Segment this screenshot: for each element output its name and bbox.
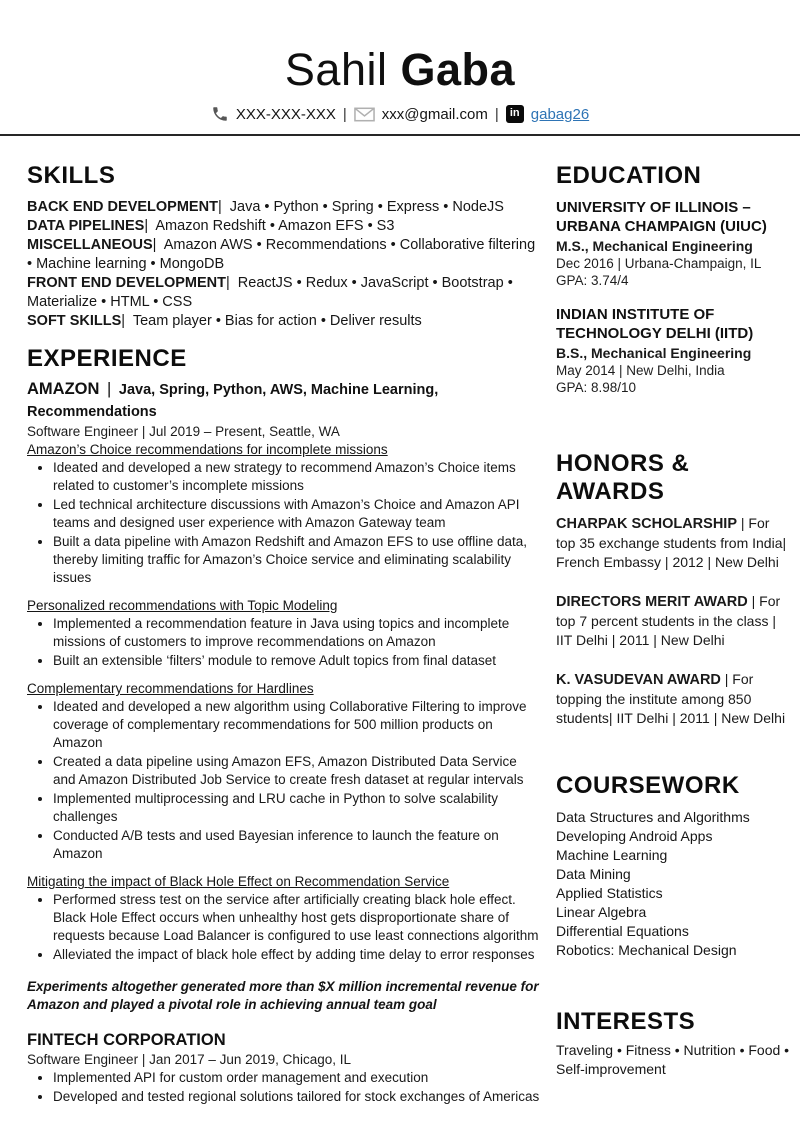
skill-values: Amazon AWS • Recommendations • Collaborative filtering • Machine learning • MongoDB [27,237,536,273]
bullet-item: • Built an extensible ‘filters’ module to remove Adult topics from final dataset [53,652,542,670]
bullet-item: • Ideated and developed a new strategy to recommend Amazon’s Choice items related to customer’s incomplete missions [53,459,542,495]
bullet-item: • Ideated and developed a new algorithm using Collaborative Filtering to improve coverage of complementary recommendations for 500 million products on Amazon [53,698,542,752]
bullet-item: • Created a data pipeline using Amazon EFS, Amazon Distributed Data Service and Amazon Distributed Job Service to create fresh dataset at regular intervals [53,753,542,789]
section-title-experience: EXPERIENCE [27,345,187,373]
section-title-skills: SKILLS [27,162,116,190]
gpa: GPA: 3.74/4 [556,273,629,289]
pipe-separator: | [121,313,126,330]
company-header-amazon [27,379,542,423]
left-column [27,162,542,1107]
email-icon [354,107,375,122]
project-heading: Complementary recommendations for Hardlines [27,681,314,697]
skill-category: BACK END DEVELOPMENT [27,199,218,216]
bullet-item: • Built a data pipeline with Amazon Redshift and Amazon EFS to use offline data, thereby limiting traffic for Amazon’s Choice service and eliminating scalability issues [53,533,542,587]
course-item: Data Mining [556,866,631,883]
bullet-item: • Performed stress test on the service after artificially creating black hole effect. Black Hole Effect occurs when unhealthy host gets disproportionate share of requests because Load Balancer is configured to use least connections algorithm [53,891,542,945]
section-title-honors: HONORS & AWARDS [556,450,690,506]
skill-line [27,198,542,217]
skill-values: Amazon Redshift • Amazon EFS • S3 [155,218,395,235]
section-title-interests: INTERESTS [556,1008,696,1036]
school-name: INDIAN INSTITUTE OF TECHNOLOGY DELHI (IITD) [556,306,754,343]
education-entry [556,198,792,289]
skill-category: MISCELLANEOUS [27,237,153,254]
degree: B.S., Mechanical Engineering [556,345,752,362]
section-title-coursework: COURSEWORK [556,772,740,800]
skill-line [27,217,542,236]
pipe-separator: | [152,237,157,254]
course-item: Applied Statistics [556,885,663,902]
linkedin-icon: in [506,105,524,123]
bullet-item: • Developed and tested regional solutions tailored for stock exchanges of Americas [53,1088,542,1106]
course-item: Machine Learning [556,847,668,864]
project-heading: Mitigating the impact of Black Hole Effect on Recommendation Service [27,874,450,890]
degree: M.S., Mechanical Engineering [556,238,753,255]
education-date-location: May 2014 | New Delhi, India [556,363,725,379]
phone-number: XXX-XXX-XXX [235,105,336,123]
award-entry [556,514,792,572]
award-details: | For top 35 exchange students from India| French Embassy | 2012 | New Delhi [556,515,787,571]
company-tech-list: Java, Spring, Python, AWS, Machine Learning, Recommendations [27,382,439,421]
school-name: UNIVERSITY OF ILLINOIS – URBANA CHAMPAIGN (UIUC) [556,199,767,236]
bullet-list [27,1069,542,1106]
skill-category: DATA PIPELINES [27,218,145,235]
bullet-item: • Alleviated the impact of black hole effect by adding time delay to error responses [53,946,542,964]
linkedin-link[interactable]: gabag26 [530,105,590,123]
skill-values: Java • Python • Spring • Express • NodeJS [229,199,504,216]
course-item: Data Structures and Algorithms [556,809,750,826]
award-name: DIRECTORS MERIT AWARD [556,594,748,611]
interests-list: Traveling • Fitness • Nutrition • Food • Self-improvement [556,1042,790,1078]
company-name: AMAZON [27,380,100,399]
bullet-list [27,891,542,964]
bullet-item: • Conducted A/B tests and used Bayesian inference to launch the feature on Amazon [53,827,542,863]
course-item: Developing Android Apps [556,828,713,845]
skill-line [27,312,542,331]
course-item: Linear Algebra [556,904,647,921]
award-details: | For topping the institute among 850 students| IIT Delhi | 2011 | New Delhi [556,671,786,727]
project-heading: Amazon’s Choice recommendations for incomplete missions [27,442,388,458]
bullet-item: • Led technical architecture discussions with Amazon’s Choice and Amazon API teams and designed user experience with Amazon Gateway team [53,496,542,532]
page-title [0,46,800,93]
bullet-item: • Implemented a recommendation feature in Java using topics and incomplete missions of customers to improve recommendations on Amazon [53,615,542,651]
name-first: Sahil [284,44,388,95]
name-last: Gaba [400,44,516,95]
award-entry [556,670,792,728]
bullet-list [27,698,542,863]
pipe-separator: | [144,218,149,235]
bullet-item: • Implemented multiprocessing and LRU cache in Python to solve scalability challenges [53,790,542,826]
contact-row [0,105,800,123]
skill-values: ReactJS • Redux • JavaScript • Bootstrap • Materialize • HTML • CSS [27,275,513,311]
header [0,0,800,123]
bullet-item: • Implemented API for custom order management and execution [53,1069,542,1087]
skill-category: FRONT END DEVELOPMENT [27,275,226,292]
pipe-separator: | [107,380,112,399]
pipe-separator: | [494,105,499,123]
pipe-separator: | [217,199,222,216]
award-entry [556,592,792,650]
content-columns [0,136,800,1107]
section-title-education: EDUCATION [556,162,702,190]
job-meta: Software Engineer | Jan 2017 – Jun 2019, Chicago, IL [27,1052,351,1068]
impact-summary: Experiments altogether generated more than $X million incremental revenue for Amazon and played a pivotal role in achieving annual team goal [27,979,539,1013]
bullet-list [27,615,542,670]
education-entry [556,305,792,396]
skill-line [27,274,542,312]
right-column [556,162,792,1107]
course-item: Robotics: Mechanical Design [556,942,737,959]
project-heading: Personalized recommendations with Topic Modeling [27,598,338,614]
course-item: Differential Equations [556,923,689,940]
phone-icon [211,105,229,123]
pipe-separator: | [342,105,347,123]
email-address: xxx@gmail.com [381,105,488,123]
award-name: CHARPAK SCHOLARSHIP [556,516,737,533]
pipe-separator: | [225,275,230,292]
job-meta: Software Engineer | Jul 2019 – Present, Seattle, WA [27,424,340,440]
award-details: | For top 7 percent students in the class | IIT Delhi | 2011 | New Delhi [556,593,781,649]
skill-line [27,236,542,274]
company-header-fintech [27,1030,542,1106]
skill-values: Team player • Bias for action • Deliver results [132,313,422,330]
education-date-location: Dec 2016 | Urbana-Champaign, IL [556,256,762,272]
company-name: FINTECH CORPORATION [27,1031,226,1050]
skill-category: SOFT SKILLS [27,313,122,330]
award-name: K. VASUDEVAN AWARD [556,672,721,689]
bullet-list [27,459,542,587]
gpa: GPA: 8.98/10 [556,380,637,396]
